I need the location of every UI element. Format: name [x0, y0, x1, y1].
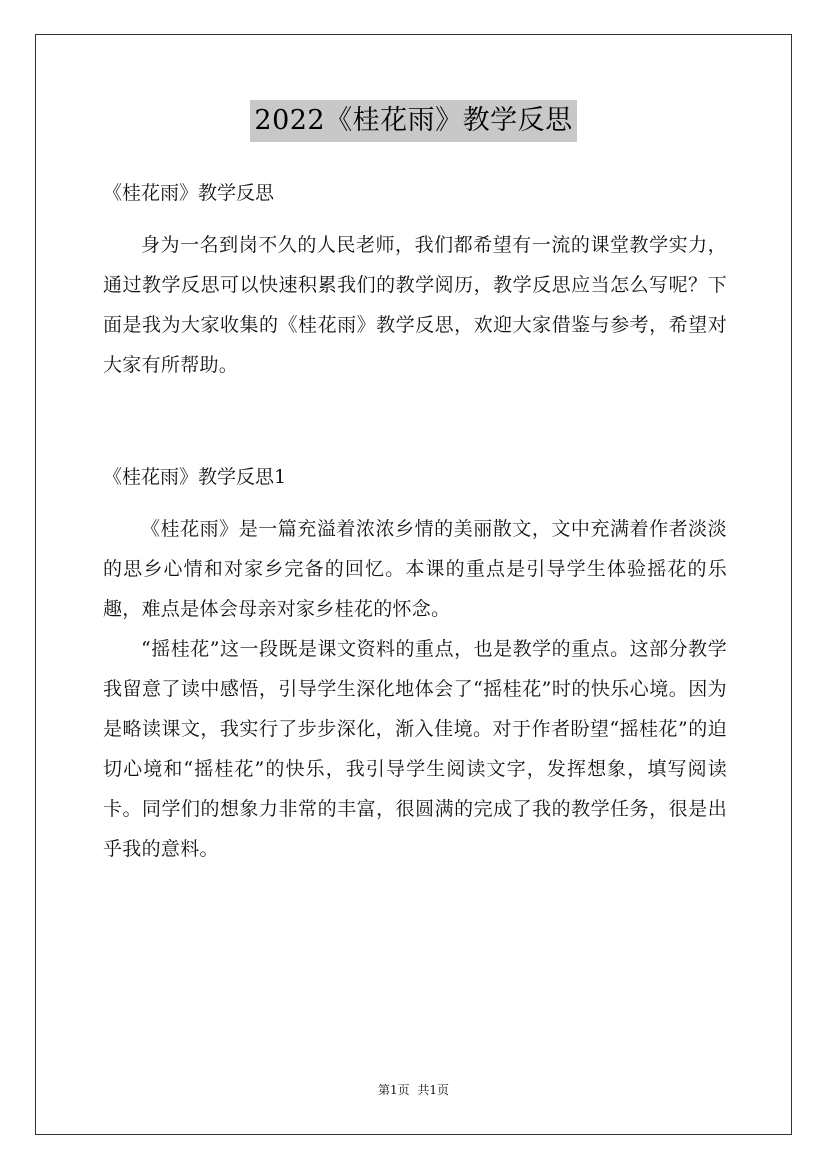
- intro-heading: 《桂花雨》教学反思: [103, 182, 275, 204]
- page-total: 共1页: [417, 1083, 450, 1097]
- spacer: [103, 497, 727, 509]
- section-heading: 《桂花雨》教学反思1: [103, 466, 287, 488]
- spacer: [103, 385, 727, 457]
- document-body: [103, 173, 727, 869]
- section-paragraph: “摇桂花”这一段既是课文资料的重点，也是教学的重点。这部分教学我留意了读中感悟，引导学生深化地体会了“摇桂花”时的快乐心境。因为是略读课文，我实行了步步深化，渐入佳境。对于作者盼望“摇桂花”的迫切心境和“摇桂花”的快乐，我引导学生阅读文字，发挥想象，填写阅读卡。同学们的想象力非常的丰富，很圆满的完成了我的教学任务，很是出乎我的意料。: [103, 638, 727, 860]
- spacer: [103, 213, 727, 225]
- document-title: 2022《桂花雨》教学反思: [250, 100, 576, 142]
- page-number: 第1页: [377, 1083, 410, 1097]
- intro-paragraph: 身为一名到岗不久的人民老师，我们都希望有一流的课堂教学实力，通过教学反思可以快速积累我们的教学阅历，教学反思应当怎么写呢？下面是我为大家收集的《桂花雨》教学反思，欢迎大家借鉴与参考，希望对大家有所帮助。: [103, 234, 727, 376]
- page-footer: [0, 1082, 827, 1098]
- section-paragraph: 《桂花雨》是一篇充溢着浓浓乡情的美丽散文，文中充满着作者淡淡的思乡心情和对家乡完备的回忆。本课的重点是引导学生体验摇花的乐趣，难点是体会母亲对家乡桂花的怀念。: [103, 518, 727, 620]
- title-wrap: [0, 100, 827, 142]
